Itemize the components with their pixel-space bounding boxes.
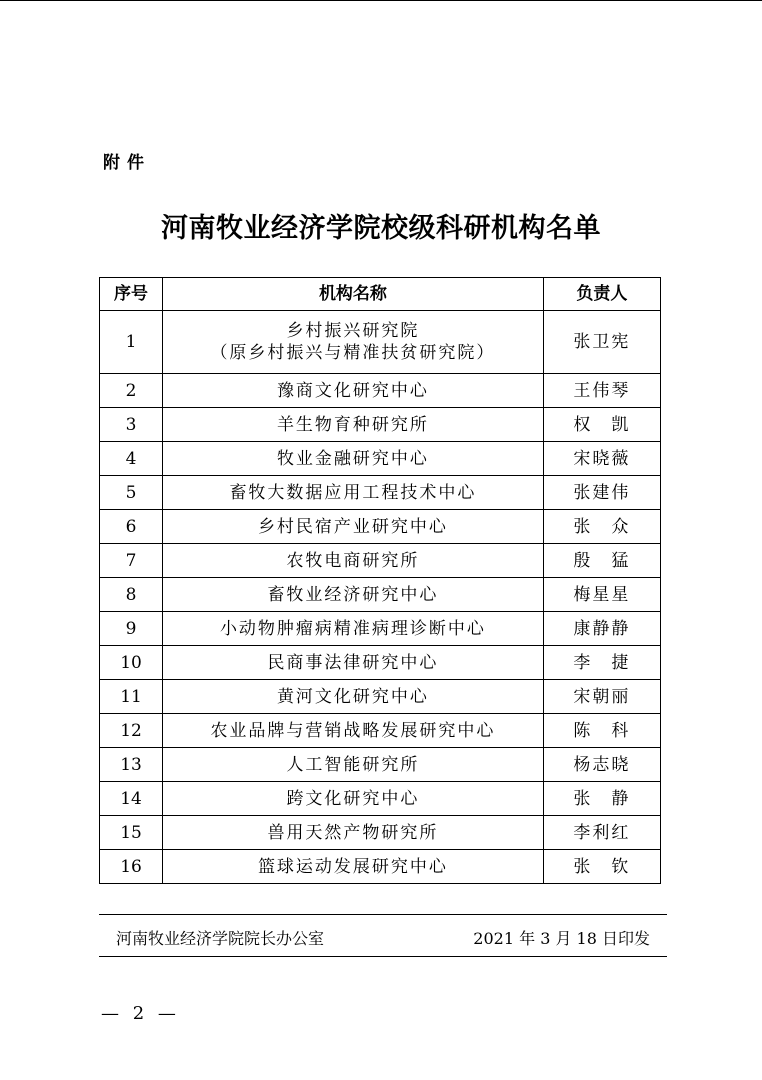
- document-title: 河南牧业经济学院校级科研机构名单: [161, 213, 601, 244]
- issue-date: 2021 年 3 月 18 日印发: [473, 929, 650, 948]
- table-row: [100, 850, 661, 884]
- person-in-charge: 张 静: [543, 782, 660, 816]
- row-number: 4: [100, 442, 163, 476]
- institute-name: [163, 311, 544, 374]
- institute-name: 民商事法律研究中心: [163, 646, 544, 680]
- table-row: [100, 748, 661, 782]
- top-border-line: [0, 0, 762, 1]
- column-header-person-in-charge: 负责人: [543, 278, 660, 311]
- table-header-row: [100, 278, 661, 311]
- institute-name-main: 乡村振兴研究院: [286, 321, 420, 341]
- institute-name: 人工智能研究所: [163, 748, 544, 782]
- row-number: 10: [100, 646, 163, 680]
- person-in-charge: 康静静: [543, 612, 660, 646]
- institute-name: 畜牧业经济研究中心: [163, 578, 544, 612]
- person-in-charge: 殷 猛: [543, 544, 660, 578]
- row-number: 7: [100, 544, 163, 578]
- row-number: 6: [100, 510, 163, 544]
- person-in-charge: 李利红: [543, 816, 660, 850]
- row-number: 13: [100, 748, 163, 782]
- table-row: [100, 646, 661, 680]
- institute-name: 黄河文化研究中心: [163, 680, 544, 714]
- row-number: 11: [100, 680, 163, 714]
- person-in-charge: 梅星星: [543, 578, 660, 612]
- person-in-charge: 张 众: [543, 510, 660, 544]
- institute-name: 乡村民宿产业研究中心: [163, 510, 544, 544]
- column-header-number: 序号: [100, 278, 163, 311]
- table-row: [100, 408, 661, 442]
- table-row: [100, 714, 661, 748]
- institute-name: 篮球运动发展研究中心: [163, 850, 544, 884]
- person-in-charge: 杨志晓: [543, 748, 660, 782]
- table-row: [100, 612, 661, 646]
- institute-name: 畜牧大数据应用工程技术中心: [163, 476, 544, 510]
- person-in-charge: 王伟琴: [543, 374, 660, 408]
- person-in-charge: 张建伟: [543, 476, 660, 510]
- person-in-charge: 宋晓薇: [543, 442, 660, 476]
- issuing-office: 河南牧业经济学院院长办公室: [116, 929, 325, 948]
- table-row: [100, 680, 661, 714]
- row-number: 9: [100, 612, 163, 646]
- row-number: 3: [100, 408, 163, 442]
- row-number: 8: [100, 578, 163, 612]
- column-header-institute-name: 机构名称: [163, 278, 544, 311]
- person-in-charge: 陈 科: [543, 714, 660, 748]
- person-in-charge: 张 钦: [543, 850, 660, 884]
- institute-name: 羊生物育种研究所: [163, 408, 544, 442]
- footer-divider-top: [99, 914, 667, 915]
- table-row: [100, 816, 661, 850]
- institute-name: 农牧电商研究所: [163, 544, 544, 578]
- institute-name: 小动物肿瘤病精准病理诊断中心: [163, 612, 544, 646]
- person-in-charge: 宋朝丽: [543, 680, 660, 714]
- row-number: 14: [100, 782, 163, 816]
- row-number: 12: [100, 714, 163, 748]
- institute-name: 兽用天然产物研究所: [163, 816, 544, 850]
- institute-name: 牧业金融研究中心: [163, 442, 544, 476]
- row-number: 15: [100, 816, 163, 850]
- research-institutes-table: [99, 277, 661, 884]
- footer-divider-bottom: [99, 956, 667, 957]
- table-row: [100, 374, 661, 408]
- table-row: [100, 442, 661, 476]
- table-row: [100, 782, 661, 816]
- row-number: 5: [100, 476, 163, 510]
- row-number: 16: [100, 850, 163, 884]
- table-row: [100, 476, 661, 510]
- institute-name: 跨文化研究中心: [163, 782, 544, 816]
- person-in-charge: 张卫宪: [543, 311, 660, 374]
- page-number: — 2 —: [101, 1003, 180, 1024]
- row-number: 1: [100, 311, 163, 374]
- institute-name: 豫商文化研究中心: [163, 374, 544, 408]
- table-row: [100, 578, 661, 612]
- table-row: [100, 311, 661, 374]
- institute-name-former: （原乡村振兴与精准扶贫研究院）: [210, 343, 496, 363]
- person-in-charge: 权 凯: [543, 408, 660, 442]
- table-row: [100, 510, 661, 544]
- table-row: [100, 544, 661, 578]
- row-number: 2: [100, 374, 163, 408]
- institute-name: 农业品牌与营销战略发展研究中心: [163, 714, 544, 748]
- person-in-charge: 李 捷: [543, 646, 660, 680]
- attachment-label: 附件: [103, 153, 151, 173]
